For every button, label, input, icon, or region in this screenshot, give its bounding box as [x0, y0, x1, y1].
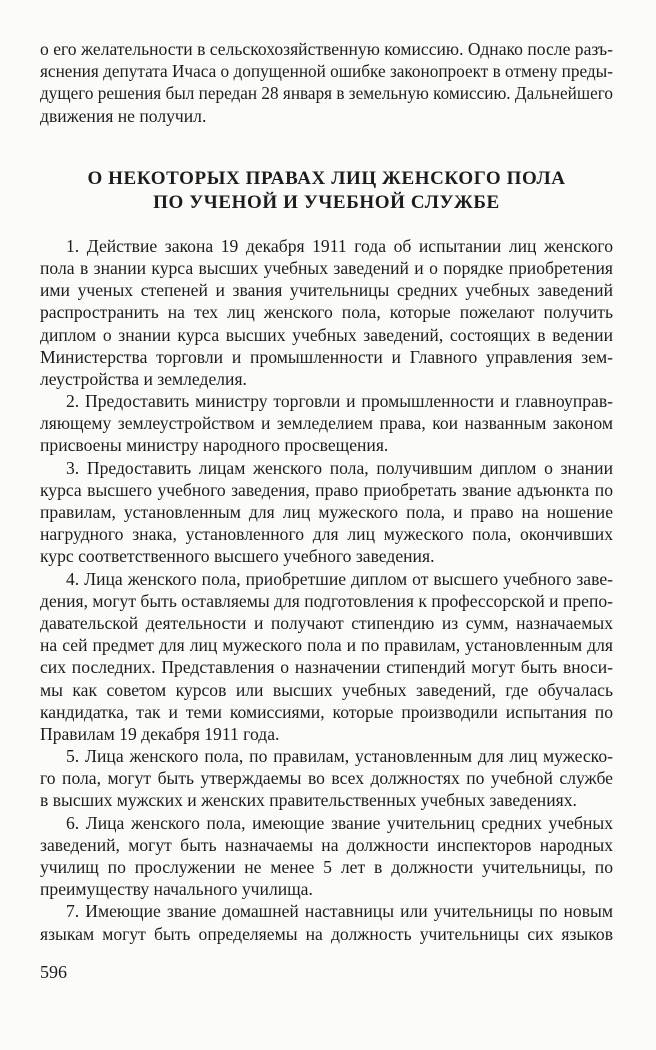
text-line: го пола, могут быть утверждаемы во всех должностях по учебной службе: [40, 768, 613, 789]
text-line: курса высшего учебного заведения, право приобретать звание адъюнкта по: [40, 479, 613, 500]
numbered-paragraph: [40, 745, 613, 812]
intro-paragraph: [40, 38, 613, 127]
text-line: преимуществу начального училища.: [40, 879, 313, 900]
text-line: диплом о знании курса высших учебных заведений, состоящих в ведении: [40, 324, 613, 345]
text-line: 7. Имеющие звание домашней наставницы или учительницы по новым: [66, 901, 613, 922]
text-line: леустройства и земледелия.: [40, 368, 247, 389]
text-line: нагрудного знака, установленного для лиц мужеского пола, окончивших: [40, 524, 613, 545]
text-line: Министерства торговли и промышленности и Главного управления зем-: [40, 346, 613, 367]
text-line: на сей предмет для лиц мужеского пола и по правилам, установленным для: [40, 635, 613, 656]
text-line: 3. Предоставить лицам женского пола, получившим диплом о знании: [66, 457, 613, 478]
text-line: 1. Действие закона 19 декабря 1911 года об испытании лиц женского: [66, 235, 613, 256]
text-line: заведений, могут быть назначаемы на должности инспекторов народных: [40, 834, 613, 855]
text-line: дущего решения был передан 28 января в земельную комиссию. Дальнейшего: [40, 83, 613, 104]
text-line: давательской деятельности и получают стипендию из сумм, назначаемых: [40, 612, 613, 633]
text-line: яснения депутата Ичаса о допущенной ошибке законопроект в отмену преды-: [40, 61, 613, 82]
numbered-paragraph: [40, 235, 613, 390]
text-line: присвоены министру народного просвещения.: [40, 435, 389, 456]
numbered-paragraph: [40, 390, 613, 457]
heading-line: ПО УЧЕНОЙ И УЧЕБНОЙ СЛУЖБЕ: [153, 191, 500, 213]
text-line: Правилам 19 декабря 1911 года.: [40, 723, 280, 744]
numbered-paragraph: [40, 900, 613, 944]
section-body: [40, 235, 613, 945]
text-line: дения, могут быть оставляемы для подготовления к профессорской и препо-: [40, 590, 613, 611]
text-line: кандидатка, так и теми комиссиями, которые производили испытания по: [40, 701, 613, 722]
page-body: [40, 38, 613, 983]
text-line: пола в знании курса высших учебных заведений и о порядке приобретения: [40, 257, 613, 278]
text-line: 6. Лица женского пола, имеющие звание учительниц средних учебных: [66, 812, 613, 833]
page-number: 596: [40, 961, 67, 982]
numbered-paragraph: [40, 812, 613, 901]
text-line: языкам могут быть определяемы на должность учительницы сих языков: [40, 923, 613, 944]
numbered-paragraph: [40, 457, 613, 568]
text-line: 4. Лица женского пола, приобретшие диплом от высшего учебного заве-: [66, 568, 613, 589]
text-line: 5. Лица женского пола, по правилам, установленным для лиц мужеско-: [66, 746, 613, 767]
text-line: правилам, установленным для лиц мужеского пола, и право на ношение: [40, 502, 613, 522]
text-line: распространить на тех лиц женского пола, которые пожелают получить: [40, 302, 613, 323]
heading-line: О НЕКОТОРЫХ ПРАВАХ ЛИЦ ЖЕНСКОГО ПОЛА: [87, 167, 566, 189]
text-line: в высших мужских и женских правительственных учебных заведениях.: [40, 790, 577, 811]
text-line: училищ по прослужении не менее 5 лет в должности учительницы, по: [40, 857, 613, 877]
numbered-paragraph: [40, 568, 613, 746]
text-line: курс соответственного высшего учебного заведения.: [40, 546, 435, 567]
text-line: ляющему землеустройством и земледелием права, кои названным законом: [40, 413, 613, 434]
text-line: 2. Предоставить министру торговли и промышленности и главноуправ-: [66, 391, 613, 412]
text-line: движения не получил.: [40, 105, 207, 126]
text-line: мы как советом курсов или высших учебных заведений, где обучалась: [40, 679, 613, 700]
section-heading: [40, 167, 613, 215]
text-line: ими ученых степеней и звания учительницы средних учебных заведений: [40, 280, 613, 301]
text-line: о его желательности в сельскохозяйственную комиссию. Однако после разъ-: [40, 39, 613, 59]
text-line: сих последних. Представления о назначении стипендий могут быть вноси-: [40, 657, 613, 678]
